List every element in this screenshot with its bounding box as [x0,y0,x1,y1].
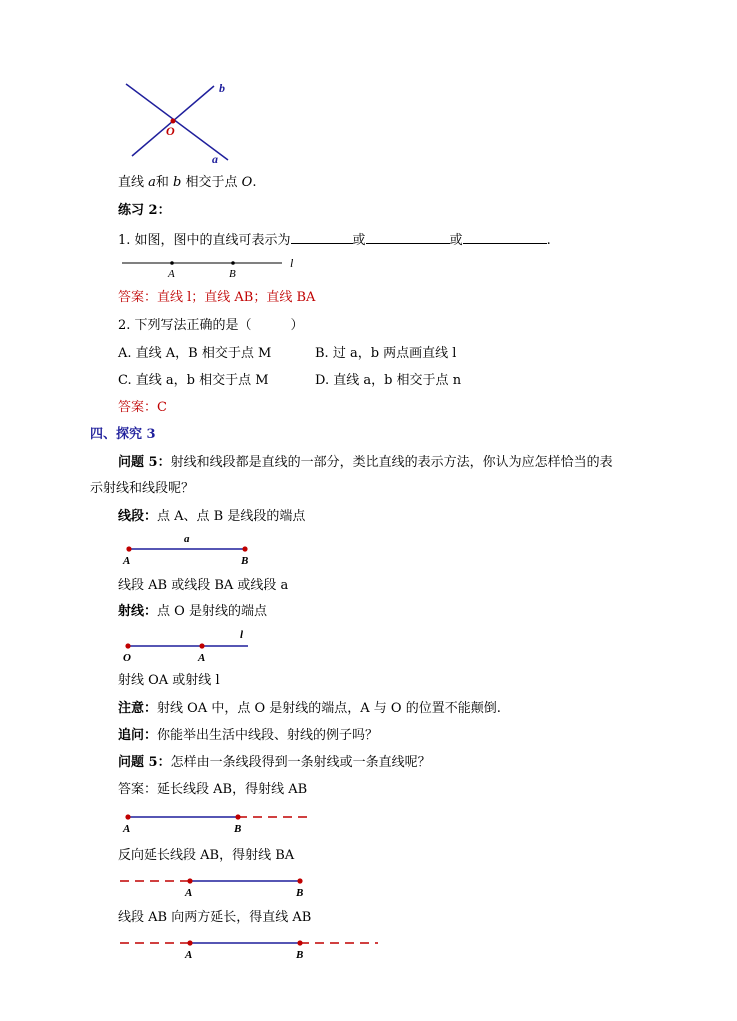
svg-text:A: A [185,949,193,961]
answer-2: 答案：C [118,400,167,415]
ray-figure [120,625,260,665]
extension-figure-1 [120,806,320,836]
svg-text:B: B [241,555,249,567]
blank-2 [366,231,450,244]
segment-def: 线段：点 A、点 B 是线段的端点 [118,509,306,524]
extension-caption-3: 线段 AB 向两方延长，得直线 AB [118,910,312,925]
svg-text:A: A [185,887,193,899]
svg-text:A: A [123,555,131,567]
practice-heading: 练习 2： [118,203,171,218]
svg-text:A: A [168,268,175,280]
svg-text:O: O [123,652,131,664]
followup: 追问：你能举出生活中线段、射线的例子吗？ [118,728,379,743]
segment-point-a [126,546,131,551]
segment-caption: 线段 AB 或线段 BA 或线段 a [118,578,289,593]
extension-figure-3 [118,932,388,962]
blank-1 [291,231,353,244]
blank-3 [463,231,547,244]
note: 注意：射线 OA 中，点 O 是射线的端点，A 与 O 的位置不能颠倒. [118,701,501,716]
svg-text:l: l [240,629,244,641]
option-c: C. 直线 a，b 相交于点 M [118,373,269,388]
option-b: B. 过 a，b 两点画直线 l [315,346,457,361]
extension-caption-2: 反向延长线段 AB，得射线 BA [118,848,295,863]
line-figure [120,255,310,281]
ray-point-a [199,643,204,648]
svg-text:B: B [296,887,304,899]
extension-figure-2 [118,870,318,900]
svg-text:B: B [296,949,304,961]
point-a [170,261,174,265]
option-d: D. 直线 a，b 相交于点 n [315,373,462,388]
segment-figure [120,530,260,568]
svg-text:A: A [198,652,206,664]
question-5: 问题 5：射线和线段都是直线的一部分，类比直线的表示方法，你认为应怎样恰当的表 [118,455,613,470]
svg-text:a: a [184,533,190,545]
point-o [171,119,176,124]
question-1: 1. 如图，图中的直线可表示为 或 或 . [118,233,551,248]
ray-def: 射线：点 O 是射线的端点 [118,604,267,619]
svg-text:B: B [234,823,242,835]
ray-point-o [125,643,130,648]
section-heading: 四、探究 3 [90,427,156,442]
label-a: a [212,152,218,166]
label-o: O [166,124,175,138]
option-a: A. 直线 A，B 相交于点 M [118,346,272,361]
point-b [231,261,235,265]
question-2: 2. 下列写法正确的是（ ） [118,318,304,333]
svg-text:B: B [229,268,236,280]
svg-text:A: A [123,823,131,835]
svg-text:l: l [290,256,294,270]
question-5b: 问题 5：怎样由一条线段得到一条射线或一条直线呢？ [118,755,431,770]
ray-caption: 射线 OA 或射线 l [118,673,220,688]
answer-3: 答案：延长线段 AB，得射线 AB [118,782,308,797]
intersecting-lines-figure [118,78,238,168]
segment-point-b [242,546,247,551]
question-5-cont: 示射线和线段呢？ [90,481,195,496]
answer-1: 答案：直线 l；直线 AB；直线 BA [118,290,316,305]
label-b: b [219,81,225,95]
intersect-caption: 直线 a和 b 相交于点 O. [118,175,257,190]
